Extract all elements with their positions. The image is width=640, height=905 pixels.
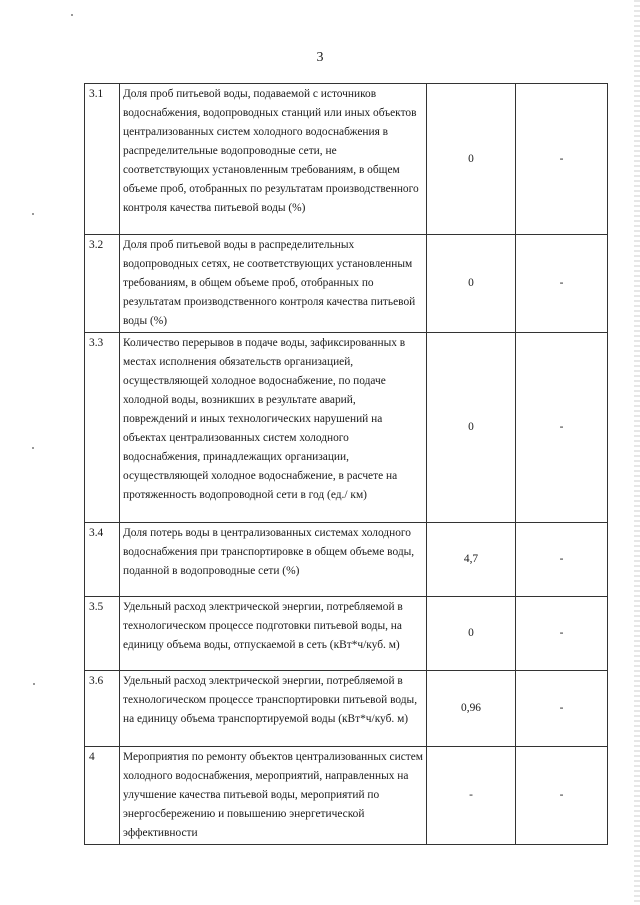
table-row xyxy=(85,747,608,845)
row-number: 3.6 xyxy=(85,671,120,747)
row-number: 3.2 xyxy=(85,235,120,333)
scan-edge xyxy=(634,0,640,905)
row-number: 3.1 xyxy=(85,84,120,235)
row-extra: - xyxy=(516,523,608,597)
page-number: 3 xyxy=(316,50,324,65)
row-description: Количество перерывов в подаче воды, зафиксированных в местах исполнения обязательств организацией, осуществляющей холодное водоснабжение, по подаче холодной воды, возникших в результате аварий, повреждений и иных технологических нарушений на объектах централизованных систем холодного водоснабжения, принадлежащих организации, осуществляющей холодное водоснабжение, в расчете на протяженность водопроводной сети в год (ед./ км) xyxy=(120,333,427,523)
scan-speck xyxy=(33,683,35,685)
table-row xyxy=(85,523,608,597)
scan-speck xyxy=(32,447,34,449)
indicators-table xyxy=(84,83,608,845)
row-extra: - xyxy=(516,235,608,333)
row-extra: - xyxy=(516,747,608,845)
table-row xyxy=(85,671,608,747)
row-value: 0 xyxy=(427,235,516,333)
row-description: Доля проб питьевой воды в распределительных водопроводных сетях, не соответствующих установленным требованиям, в общем объеме проб, отобранных по результатам производственного контроля качества питьевой воды (%) xyxy=(120,235,427,333)
row-description: Удельный расход электрической энергии, потребляемой в технологическом процессе транспортировки питьевой воды, на единицу объема транспортируемой воды (кВт*ч/куб. м) xyxy=(120,671,427,747)
row-value: 4,7 xyxy=(427,523,516,597)
table-row xyxy=(85,597,608,671)
row-description: Мероприятия по ремонту объектов централизованных систем холодного водоснабжения, мероприятий, направленных на улучшение качества питьевой воды, мероприятий по энергосбережению и повышению энергетической эффективности xyxy=(120,747,427,845)
row-extra: - xyxy=(516,597,608,671)
row-description: Доля потерь воды в централизованных системах холодного водоснабжения при транспортировке в общем объеме воды, поданной в водопроводные сети (%) xyxy=(120,523,427,597)
row-number: 3.4 xyxy=(85,523,120,597)
row-extra: - xyxy=(516,333,608,523)
table-row xyxy=(85,333,608,523)
row-value: 0 xyxy=(427,333,516,523)
row-number: 3.3 xyxy=(85,333,120,523)
scan-speck xyxy=(71,14,73,16)
row-number: 3.5 xyxy=(85,597,120,671)
row-extra: - xyxy=(516,671,608,747)
row-number: 4 xyxy=(85,747,120,845)
scan-speck xyxy=(32,213,34,215)
row-value: 0 xyxy=(427,84,516,235)
row-value: 0,96 xyxy=(427,671,516,747)
row-extra: - xyxy=(516,84,608,235)
row-value: 0 xyxy=(427,597,516,671)
row-description: Доля проб питьевой воды, подаваемой с источников водоснабжения, водопроводных станций или иных объектов централизованных систем холодного водоснабжения в распределительные водопроводные сети, не соответствующих установленным требованиям, в общем объеме проб, отобранных по результатам производственного контроля качества питьевой воды (%) xyxy=(120,84,427,235)
table-row xyxy=(85,84,608,235)
row-description: Удельный расход электрической энергии, потребляемой в технологическом процессе подготовки питьевой воды, на единицу объема воды, отпускаемой в сеть (кВт*ч/куб. м) xyxy=(120,597,427,671)
table-row xyxy=(85,235,608,333)
row-value: - xyxy=(427,747,516,845)
